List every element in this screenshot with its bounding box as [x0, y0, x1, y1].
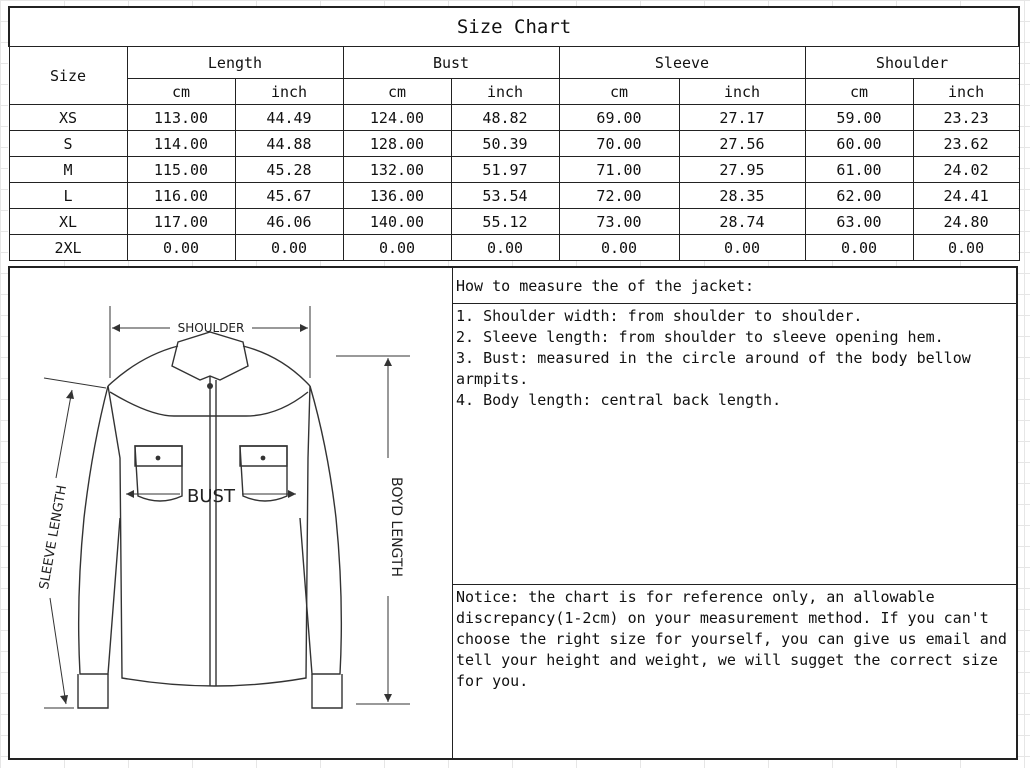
value-cell: 48.82 — [451, 105, 559, 131]
value-cell: 136.00 — [343, 183, 451, 209]
size-cell: XL — [9, 209, 127, 235]
unit-header: inch — [679, 79, 805, 105]
label-sleeve-length: SLEEVE LENGTH — [36, 484, 71, 591]
value-cell: 44.49 — [235, 105, 343, 131]
value-cell: 62.00 — [805, 183, 913, 209]
value-cell: 115.00 — [127, 157, 235, 183]
value-cell: 0.00 — [343, 235, 451, 261]
table-row — [9, 235, 1019, 261]
value-cell: 23.23 — [913, 105, 1019, 131]
jacket-diagram — [10, 268, 452, 758]
value-cell: 72.00 — [559, 183, 679, 209]
value-cell: 114.00 — [127, 131, 235, 157]
group-header-shoulder: Shoulder — [805, 47, 1019, 79]
group-header-sleeve: Sleeve — [559, 47, 805, 79]
value-cell: 24.80 — [913, 209, 1019, 235]
value-cell: 0.00 — [559, 235, 679, 261]
value-cell: 50.39 — [451, 131, 559, 157]
unit-header: inch — [913, 79, 1019, 105]
measure-panel — [8, 266, 1018, 760]
value-cell: 24.41 — [913, 183, 1019, 209]
value-cell: 0.00 — [913, 235, 1019, 261]
value-cell: 113.00 — [127, 105, 235, 131]
value-cell: 116.00 — [127, 183, 235, 209]
table-row — [9, 131, 1019, 157]
label-shoulder: SHOULDER — [177, 321, 245, 335]
table-row — [9, 105, 1019, 131]
table-row — [9, 209, 1019, 235]
value-cell: 70.00 — [559, 131, 679, 157]
label-bust: BUST — [187, 486, 235, 507]
size-header: Size — [9, 47, 127, 105]
value-cell: 28.35 — [679, 183, 805, 209]
value-cell: 117.00 — [127, 209, 235, 235]
value-cell: 63.00 — [805, 209, 913, 235]
notice-text: Notice: the chart is for reference only, an allowable discrepancy(1-2cm) on your measurement method. If you can't choose the right size for yourself, you can give us email and tell your height and weight, we will sugget the correct size for you. — [453, 584, 1016, 760]
size-cell: M — [9, 157, 127, 183]
value-cell: 140.00 — [343, 209, 451, 235]
value-cell: 0.00 — [235, 235, 343, 261]
unit-header: cm — [805, 79, 913, 105]
jacket-illustration — [10, 268, 453, 758]
unit-header: cm — [343, 79, 451, 105]
value-cell: 60.00 — [805, 131, 913, 157]
value-cell: 0.00 — [127, 235, 235, 261]
measure-step: 3. Bust: measured in the circle around of the body bellow armpits. — [456, 349, 971, 388]
value-cell: 124.00 — [343, 105, 451, 131]
value-cell: 128.00 — [343, 131, 451, 157]
value-cell: 45.67 — [235, 183, 343, 209]
size-cell: S — [9, 131, 127, 157]
measure-steps — [453, 306, 1016, 411]
value-cell: 73.00 — [559, 209, 679, 235]
value-cell: 59.00 — [805, 105, 913, 131]
value-cell: 27.17 — [679, 105, 805, 131]
value-cell: 44.88 — [235, 131, 343, 157]
value-cell: 61.00 — [805, 157, 913, 183]
value-cell: 23.62 — [913, 131, 1019, 157]
value-cell: 0.00 — [805, 235, 913, 261]
value-cell: 24.02 — [913, 157, 1019, 183]
unit-header: inch — [451, 79, 559, 105]
group-header-length: Length — [127, 47, 343, 79]
table-title: Size Chart — [9, 7, 1019, 47]
table-row — [9, 183, 1019, 209]
size-cell: 2XL — [9, 235, 127, 261]
value-cell: 0.00 — [679, 235, 805, 261]
measure-heading: How to measure the of the jacket: — [453, 276, 1016, 304]
measure-step: 2. Sleeve length: from shoulder to sleeve opening hem. — [456, 328, 944, 346]
value-cell: 45.28 — [235, 157, 343, 183]
group-header-bust: Bust — [343, 47, 559, 79]
label-body-length: BOYD LENGTH — [388, 477, 404, 577]
value-cell: 46.06 — [235, 209, 343, 235]
measure-step: 4. Body length: central back length. — [456, 391, 782, 409]
size-cell: L — [9, 183, 127, 209]
value-cell: 132.00 — [343, 157, 451, 183]
value-cell: 28.74 — [679, 209, 805, 235]
value-cell: 55.12 — [451, 209, 559, 235]
value-cell: 27.56 — [679, 131, 805, 157]
value-cell: 0.00 — [451, 235, 559, 261]
size-table — [8, 6, 1020, 261]
unit-header: cm — [559, 79, 679, 105]
unit-header: cm — [127, 79, 235, 105]
size-cell: XS — [9, 105, 127, 131]
value-cell: 51.97 — [451, 157, 559, 183]
value-cell: 53.54 — [451, 183, 559, 209]
unit-header: inch — [235, 79, 343, 105]
table-row — [9, 157, 1019, 183]
measure-step: 1. Shoulder width: from shoulder to shoulder. — [456, 307, 863, 325]
value-cell: 27.95 — [679, 157, 805, 183]
size-chart — [8, 6, 1018, 260]
value-cell: 69.00 — [559, 105, 679, 131]
value-cell: 71.00 — [559, 157, 679, 183]
